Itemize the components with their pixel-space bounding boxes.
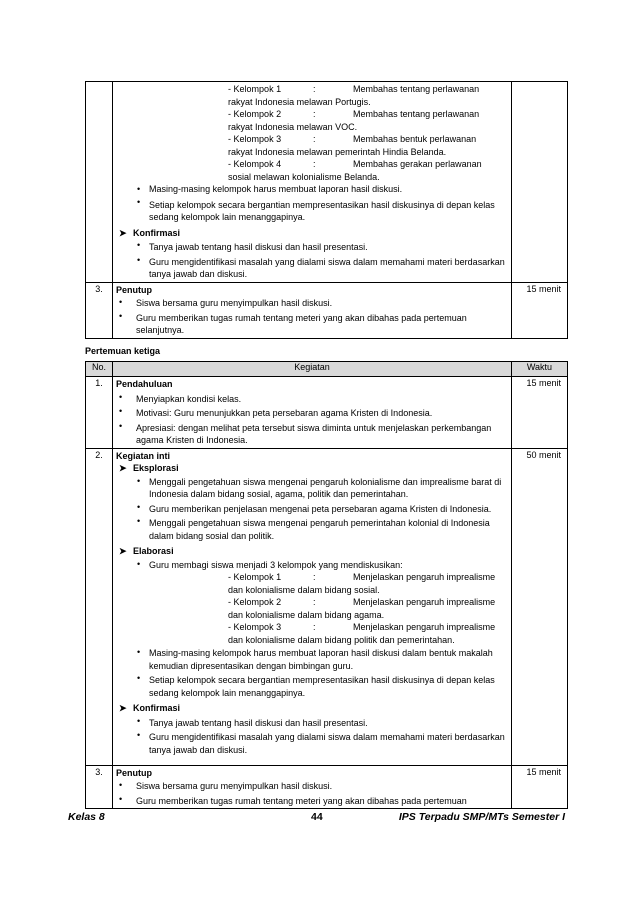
time-cell [511, 82, 567, 283]
list-item: • Guru mengidentifikasi masalah yang dialami siswa dalam memahami materi berdasarkan tanya jawab dan diskusi. [116, 254, 511, 281]
column-header-waktu: Waktu [511, 362, 567, 377]
konfirmasi-label: Konfirmasi [133, 227, 181, 238]
group-assignment [228, 571, 511, 596]
group-assignment [228, 621, 511, 646]
table-row [86, 377, 568, 449]
group-desc: Membahas bentuk perlawanan [353, 134, 477, 144]
section-title: Pendahuluan [116, 379, 173, 389]
row-number: 1. [86, 377, 113, 449]
list-item: • Menggali pengetahuan siswa mengenai pengaruh kolonialisme dan imprealisme barat di Indonesia dalam bidang sosial, agama, politik dan pemerintahan. [116, 475, 511, 501]
list-item: • Guru memberikan tugas rumah tentang meteri yang akan dibahas pada pertemuan [116, 793, 511, 808]
footer-book-title: IPS Terpadu SMP/MTs Semester I [398, 811, 565, 823]
group-assignment [228, 108, 511, 133]
group-colon: : [313, 134, 316, 144]
row-number-cell [86, 82, 113, 283]
group-desc: Menjelaskan pengaruh imprealisme [353, 597, 496, 607]
bullet-list [116, 391, 511, 447]
list-item: • Tanya jawab tentang hasil diskusi dan hasil presentasi. [116, 715, 511, 730]
list-item: • Tanya jawab tentang hasil diskusi dan hasil presentasi. [116, 239, 511, 254]
list-item: • Menyiapkan kondisi kelas. [116, 391, 511, 406]
time-value: 15 menit [511, 282, 567, 338]
bullet-list [116, 646, 511, 699]
row-number: 2. [86, 448, 113, 765]
schedule-table [85, 361, 568, 809]
column-header-kegiatan: Kegiatan [113, 362, 512, 377]
activity-cell [113, 82, 512, 283]
list-item: • Masing-masing kelompok harus membuat laporan hasil diskusi dalam bentuk makalah kemudian dipresentasikan dengan bimbingan guru. [116, 646, 511, 672]
group-desc: Menjelaskan pengaruh imprealisme [353, 572, 496, 582]
table-row [86, 282, 568, 338]
list-item: • Setiap kelompok secara bergantian mempresentasikan hasil diskusinya di depan kelas sedang kelompok lain menanggapinya. [116, 196, 511, 224]
table-row [86, 765, 568, 809]
activity-cell [113, 765, 512, 809]
group-colon: : [313, 597, 316, 607]
group-assignment [228, 596, 511, 621]
arrow-bullet-icon: ➤ [119, 463, 127, 473]
table-header-row [86, 362, 568, 377]
group-name: - Kelompok 3 [228, 622, 282, 632]
group-desc-cont: dan kolonialisme dalam bidang politik dan pemerintahan. [228, 634, 455, 645]
bullet-list [116, 183, 511, 224]
footer-class-label: Kelas 8 [68, 811, 105, 823]
bullet-list [116, 239, 511, 281]
group-name: - Kelompok 1 [228, 572, 282, 582]
eksplorasi-heading [119, 462, 511, 475]
bullet-list [116, 558, 511, 572]
bullet-list [116, 475, 511, 543]
group-colon: : [313, 159, 316, 169]
section-heading: Pertemuan ketiga [85, 346, 161, 356]
row-number: 3. [86, 282, 113, 338]
page-number: 44 [311, 811, 323, 823]
group-assignment [228, 133, 511, 158]
bullet-list [116, 779, 511, 807]
konfirmasi-heading [119, 227, 511, 240]
list-item: • Masing-masing kelompok harus membuat laporan hasil diskusi. [116, 183, 511, 196]
eksplorasi-label: Eksplorasi [133, 463, 179, 473]
group-desc-cont: rakyat Indonesia melawan VOC. [228, 121, 358, 132]
list-item: • Guru membagi siswa menjadi 3 kelompok yang mendiskusikan: [116, 558, 511, 572]
group-colon: : [313, 622, 316, 632]
list-item: • Apresiasi: dengan melihat peta tersebut siswa diminta untuk menjelaskan perkembangan agama Kristen di Indonesia. [116, 420, 511, 447]
list-item: • Guru memberikan penjelasan mengenai peta persebaran agama Kristen di Indonesia. [116, 501, 511, 516]
section-title: Penutup [116, 767, 153, 778]
list-item: • Siswa bersama guru menyimpulkan hasil diskusi. [116, 779, 511, 793]
activity-cell [113, 282, 512, 338]
activity-cell [113, 377, 512, 449]
konfirmasi-heading [119, 702, 511, 715]
group-desc-cont: sosial melawan kolonialisme Belanda. [228, 171, 380, 182]
list-item: • Setiap kelompok secara bergantian mempresentasikan hasil diskusinya di depan kelas sedang kelompok lain menanggapinya. [116, 672, 511, 699]
table-row [86, 82, 568, 283]
list-item: • Siswa bersama guru menyimpulkan hasil diskusi. [116, 296, 511, 310]
group-name: - Kelompok 1 [228, 84, 282, 94]
group-desc-cont: rakyat Indonesia melawan pemerintah Hindia Belanda. [228, 146, 447, 157]
group-desc: Menjelaskan pengaruh imprealisme [353, 622, 496, 632]
group-colon: : [313, 84, 316, 94]
list-item: • Menggali pengetahuan siswa mengenai pengaruh pemerintahan kolonial di Indonesia dalam bidang sosial dan politik. [116, 515, 511, 542]
elaborasi-label: Elaborasi [133, 546, 174, 556]
list-item: • Guru memberikan tugas rumah tentang meteri yang akan dibahas pada pertemuan selanjutnya. [116, 310, 511, 337]
group-desc-cont: rakyat Indonesia melawan Portugis. [228, 96, 371, 107]
schedule-table-continued [85, 81, 568, 339]
group-colon: : [313, 572, 316, 582]
arrow-bullet-icon: ➤ [119, 703, 127, 713]
list-item: • Guru mengidentifikasi masalah yang dialami siswa dalam memahami materi berdasarkan tanya jawab dan diskusi. [116, 729, 511, 756]
group-name: - Kelompok 4 [228, 159, 282, 169]
group-desc-cont: dan kolonialisme dalam bidang agama. [228, 609, 385, 620]
group-name: - Kelompok 2 [228, 597, 282, 607]
elaborasi-heading [119, 545, 511, 558]
group-name: - Kelompok 2 [228, 109, 282, 119]
group-colon: : [313, 109, 316, 119]
column-header-no: No. [86, 362, 113, 377]
group-name: - Kelompok 3 [228, 134, 282, 144]
time-value: 50 menit [511, 448, 567, 765]
section-title: Kegiatan inti [116, 450, 171, 461]
bullet-list [116, 715, 511, 757]
group-desc: Membahas tentang perlawanan [353, 84, 480, 94]
konfirmasi-label: Konfirmasi [133, 703, 181, 713]
table-row [86, 448, 568, 765]
arrow-bullet-icon: ➤ [119, 546, 127, 556]
activity-cell [113, 448, 512, 765]
group-desc: Membahas tentang perlawanan [353, 109, 480, 119]
time-value: 15 menit [511, 765, 567, 809]
list-item: • Motivasi: Guru menunjukkan peta persebaran agama Kristen di Indonesia. [116, 405, 511, 420]
row-number: 3. [86, 765, 113, 809]
arrow-bullet-icon: ➤ [119, 227, 127, 238]
time-value: 15 menit [511, 377, 567, 449]
group-assignment [228, 83, 511, 108]
group-desc-cont: dan kolonialisme dalam bidang sosial. [228, 584, 380, 595]
section-title: Penutup [116, 284, 153, 295]
group-desc: Membahas gerakan perlawanan [353, 159, 482, 169]
bullet-list [116, 296, 511, 337]
group-assignment [228, 158, 511, 183]
